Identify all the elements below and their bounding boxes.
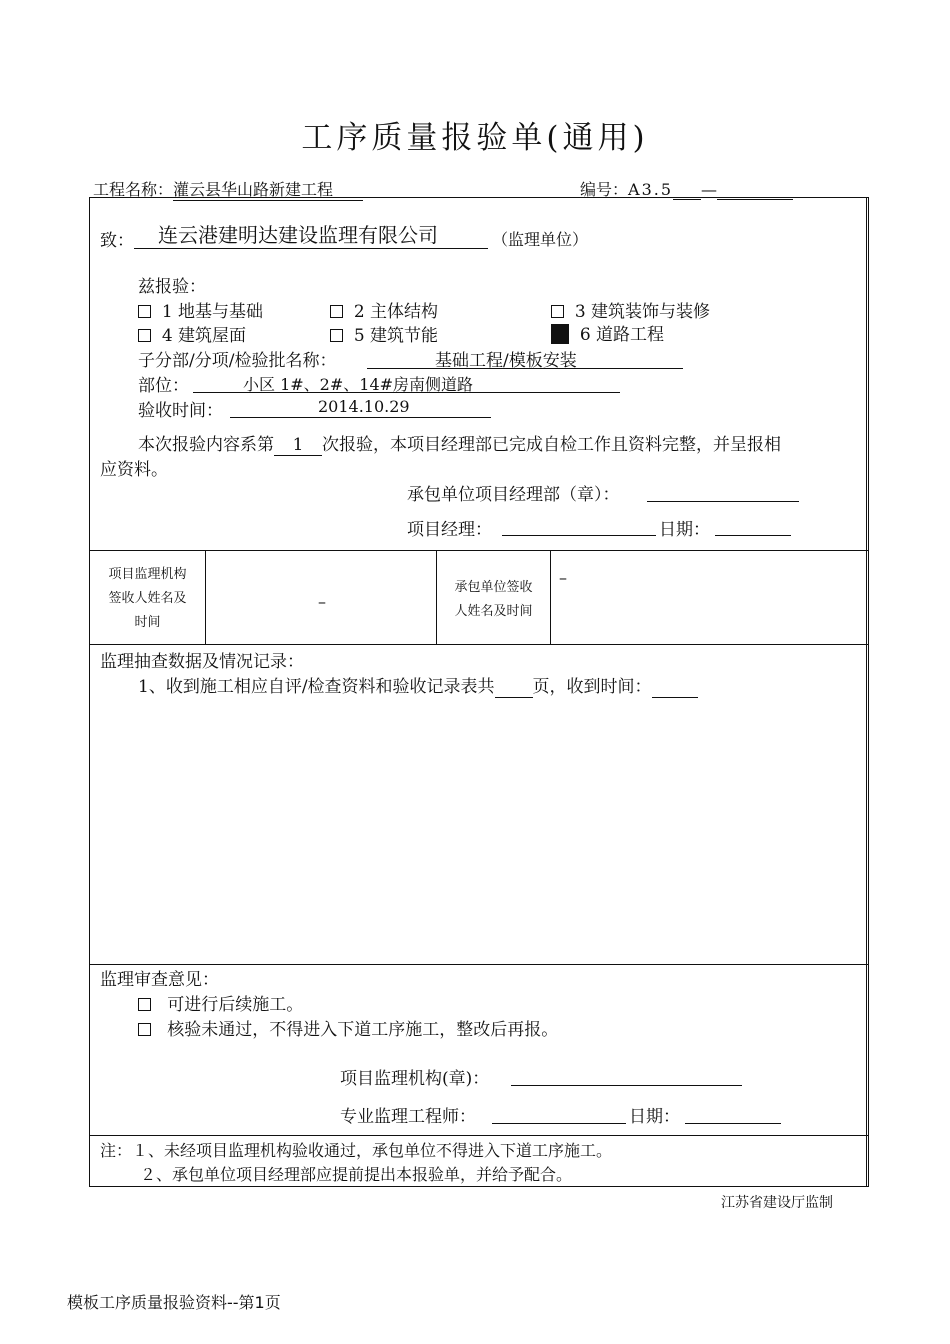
review-date-label: 日期： (629, 1107, 680, 1127)
contractor-label: 承包单位项目经理部（章）： (407, 485, 620, 505)
supervisor-sign-value: – (318, 592, 326, 611)
to-label: 致： (100, 231, 134, 251)
contractor-sign-label: 承包单位签收 人姓名及时间 (454, 580, 533, 619)
divider-notes-top (89, 1135, 869, 1136)
to-suffix: （监理单位） (492, 230, 589, 249)
review-engineer-label: 专业监理工程师： (340, 1107, 476, 1127)
project-label: 工程名称： (93, 180, 174, 199)
review-org-label: 项目监理机构(章)： (340, 1069, 490, 1089)
checkbox-rejected[interactable] (138, 1023, 151, 1036)
note-1: 注：１、未经项目监理机构验收通过，承包单位不得进入下道工序施工。 (100, 1141, 613, 1160)
supervisor-company: 连云港建明达建设监理有限公司 (134, 219, 488, 249)
location-label: 部位： (138, 376, 189, 396)
divider-sign-bottom (89, 644, 869, 645)
review-title: 监理审查意见： (100, 970, 219, 990)
option-roof: 4 建筑屋面 (138, 321, 246, 346)
subitem-label: 子分部/分项/检验批名称： (138, 351, 337, 371)
review-option-rejected: 核验未通过，不得进入下道工序施工，整改后再报。 (138, 1015, 558, 1040)
supervisor-sign-label: 项目监理机构 签收人姓名及 时间 (108, 567, 187, 630)
checkbox-continue[interactable] (138, 998, 151, 1011)
manager-date-label: 日期： (659, 520, 710, 540)
page-title: 工序质量报验单(通用) (301, 120, 649, 156)
report-intro: 兹报验： (138, 277, 206, 297)
option-road: 6 道路工程 (551, 320, 664, 345)
checkbox-roof[interactable] (138, 329, 151, 342)
time-value: 2014.10.29 (318, 397, 410, 416)
checkbox-main-structure[interactable] (330, 305, 343, 318)
number-label: 编号： (580, 180, 629, 199)
location-value: 小区 1#、2#、14#房南侧道路 (243, 375, 474, 394)
number-dash: — (701, 180, 718, 199)
subitem-value: 基础工程/模板安装 (435, 351, 577, 371)
issuer-text: 江苏省建设厅监制 (721, 1195, 833, 1211)
option-main-structure: 2 主体结构 (330, 297, 438, 322)
option-foundation: 1 地基与基础 (138, 297, 263, 322)
contractor-sign-value: – (559, 568, 567, 587)
page-footer: 模板工序质量报验资料--第1页 (67, 1293, 281, 1312)
checkbox-foundation[interactable] (138, 305, 151, 318)
checkbox-decoration[interactable] (551, 305, 564, 318)
number-value: A3.5 (628, 180, 674, 199)
time-label: 验收时间： (138, 401, 223, 421)
manager-label: 项目经理： (407, 520, 492, 540)
note-2: ２、承包单位项目经理部应提前提出本报验单，并给予配合。 (140, 1165, 573, 1184)
statement-line-1: 本次报验内容系第 1 次报验，本项目经理部已完成自检工作且资料完整，并呈报相 (138, 435, 781, 455)
review-option-continue: 可进行后续施工。 (138, 990, 303, 1015)
checkbox-energy-saving[interactable] (330, 329, 343, 342)
inspection-title: 监理抽查数据及情况记录： (100, 652, 304, 672)
option-energy-saving: 5 建筑节能 (330, 321, 438, 346)
project-name: 灌云县华山路新建工程 (173, 177, 363, 201)
checkbox-road-checked[interactable] (551, 324, 569, 344)
report-count: 1 (274, 435, 322, 456)
option-decoration: 3 建筑装饰与装修 (551, 297, 710, 322)
inspection-line-1: 1、收到施工相应自评/检查资料和验收记录表共 页，收到时间： (138, 672, 698, 698)
statement-line-2: 应资料。 (100, 460, 168, 480)
divider-sign-top (89, 550, 869, 551)
